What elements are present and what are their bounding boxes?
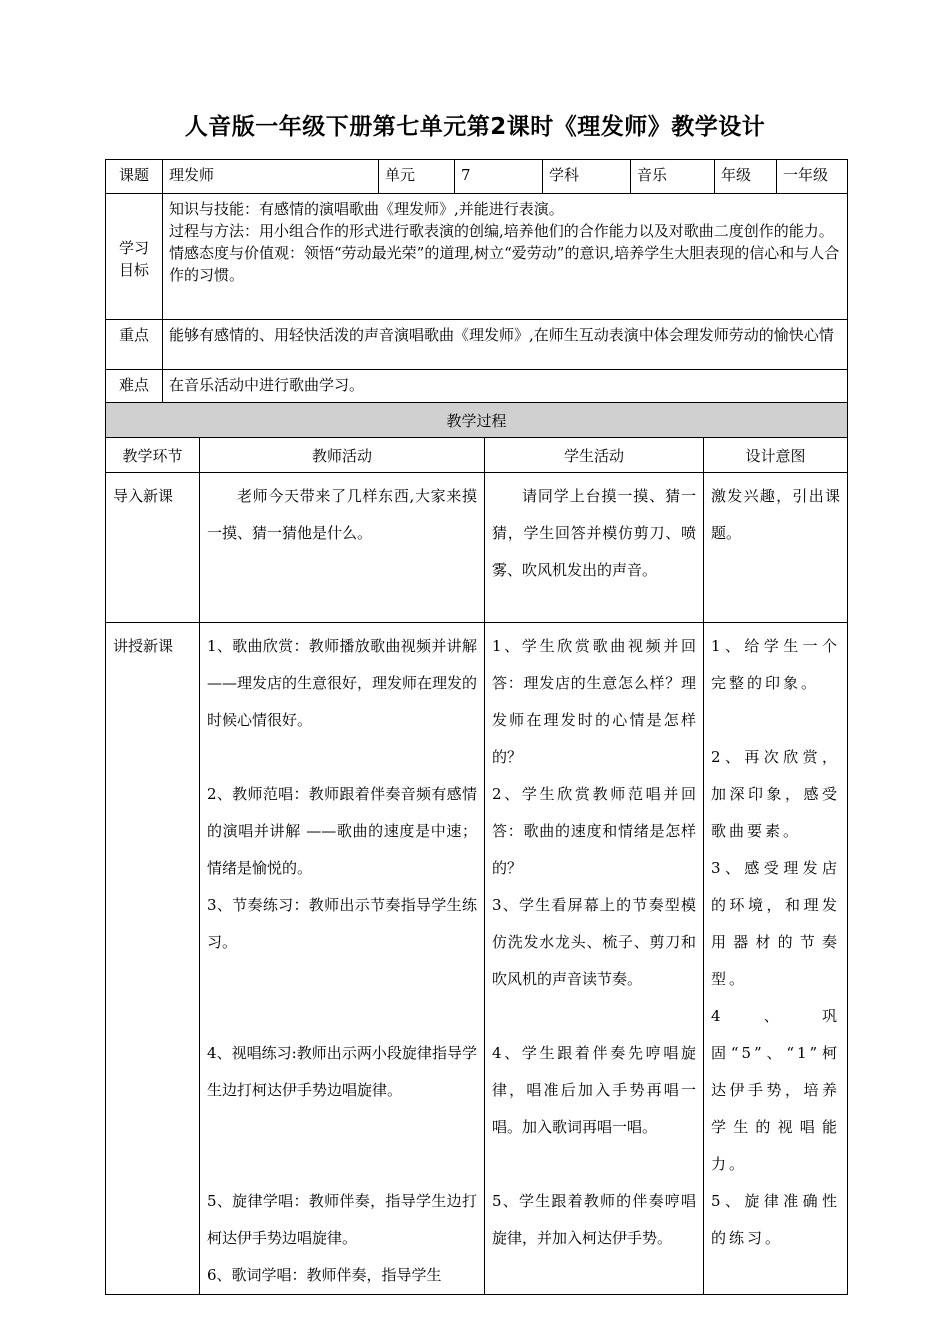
intro-stage (106, 473, 200, 623)
goals-label (106, 194, 163, 320)
intro-row (106, 473, 848, 623)
student-step-3: 3、学生看屏幕上的节奏型模仿洗发水龙头、梳子、剪刀和吹风机的声音读节奏。 (492, 896, 696, 988)
key-point-text: 能够有感情的、用轻快活泼的声音演唱歌曲《理发师》,在师生互动表演中体会理发师劳动的愉快心情 (163, 320, 848, 370)
header-intent: 设计意图 (704, 438, 848, 473)
intro-student (485, 473, 704, 623)
student-step-2: 2、学生欣赏教师范唱并回答：歌曲的速度和情绪是怎样的？ (492, 785, 696, 877)
subject-value: 音乐 (631, 160, 715, 194)
intent-step-3: 3、感受理发店的环境，和理发用器材的节奏型。 (711, 859, 841, 988)
process-header-row (106, 438, 848, 473)
info-row (106, 160, 848, 194)
intro-stage-text: 导入新课 (113, 487, 174, 505)
subject-label: 学科 (543, 160, 631, 194)
header-student: 学生活动 (485, 438, 704, 473)
goal-process: 过程与方法：用小组合作的形式进行歌表演的创编,培养他们的合作能力以及对歌曲二度创作的能力。 (169, 222, 834, 240)
difficulty-text: 在音乐活动中进行歌曲学习。 (163, 370, 848, 403)
intent-step-1: 1、给学生一个完整的印象。 (711, 637, 841, 692)
teacher-step-1: 1、歌曲欣赏：教师播放歌曲视频并讲解——理发店的生意很好，理发师在理发的时候心情很好。 (207, 637, 478, 729)
header-stage: 教学环节 (106, 438, 200, 473)
grade-label: 年级 (715, 160, 777, 194)
new-lesson-stage (106, 623, 200, 1295)
intent-step-5: 5、旋律准确性的练习。 (711, 1192, 841, 1247)
process-band-row (106, 403, 848, 438)
new-lesson-intent (704, 623, 848, 1295)
difficulty-row (106, 370, 848, 403)
goal-emotion: 情感态度与价值观：领悟“劳动最光荣”的道理,树立“爱劳动”的意识,培养学生大胆表现的信心和与人合作的习惯。 (169, 244, 840, 284)
new-lesson-stage-text: 讲授新课 (113, 637, 174, 655)
difficulty-label: 难点 (106, 370, 163, 403)
new-lesson-student (485, 623, 704, 1295)
teacher-step-6: 6、歌词学唱：教师伴奏，指导学生 (207, 1266, 442, 1284)
key-point-label: 重点 (106, 320, 163, 370)
goals-row (106, 194, 848, 320)
new-lesson-teacher (200, 623, 485, 1295)
header-teacher: 教师活动 (200, 438, 485, 473)
intro-intent (704, 473, 848, 623)
goal-knowledge: 知识与技能：有感情的演唱歌曲《理发师》,并能进行表演。 (169, 200, 564, 218)
new-lesson-row (106, 623, 848, 1295)
intro-teacher (200, 473, 485, 623)
basic-info-table (105, 159, 848, 403)
key-point-row (106, 320, 848, 370)
intent-step-4: 4、巩固“5”、“1”柯达伊手势，培养学生的视唱能力。 (711, 1007, 841, 1173)
teacher-step-3: 3、节奏练习：教师出示节奏指导学生练习。 (207, 896, 477, 951)
teacher-step-4: 4、视唱练习:教师出示两小段旋律指导学生边打柯达伊手势边唱旋律。 (207, 1044, 477, 1099)
student-step-5: 5、学生跟着教师的伴奏哼唱旋律，并加入柯达伊手势。 (492, 1192, 696, 1247)
intro-intent-text: 激发兴趣，引出课题。 (711, 487, 841, 542)
teacher-step-5: 5、旋律学唱：教师伴奏，指导学生边打柯达伊手势边唱旋律。 (207, 1192, 477, 1247)
goals-label-line1: 学习 (118, 238, 149, 257)
goals-content (163, 194, 848, 320)
intro-teacher-text: 老师今天带来了几样东西,大家来摸一摸、猜一猜他是什么。 (207, 487, 477, 542)
teacher-step-2: 2、教师范唱：教师跟着伴奏音频有感情的演唱并讲解 ——歌曲的速度是中速；情绪是愉悦的。 (207, 785, 477, 877)
student-step-1: 1、学生欣赏歌曲视频并回答：理发店的生意怎么样？理发师在理发时的心情是怎样的？ (492, 637, 696, 766)
student-step-4: 4、学生跟着伴奏先哼唱旋律，唱准后加入手势再唱一唱。加入歌词再唱一唱。 (492, 1044, 696, 1136)
intent-step-2: 2、再次欣赏，加深印象，感受歌曲要素。 (711, 748, 841, 840)
document-title: 人音版一年级下册第七单元第2课时《理发师》教学设计 (184, 114, 766, 140)
intro-student-text: 请同学上台摸一摸、猜一猜，学生回答并模仿剪刀、喷雾、吹风机发出的声音。 (492, 487, 696, 579)
topic-value: 理发师 (163, 160, 379, 194)
topic-label: 课题 (106, 160, 163, 194)
unit-value: 7 (455, 160, 543, 194)
unit-label: 单元 (379, 160, 455, 194)
process-table (105, 402, 848, 1295)
goals-label-line2: 目标 (118, 260, 149, 279)
grade-value: 一年级 (777, 160, 848, 194)
process-band-title: 教学过程 (106, 403, 848, 438)
